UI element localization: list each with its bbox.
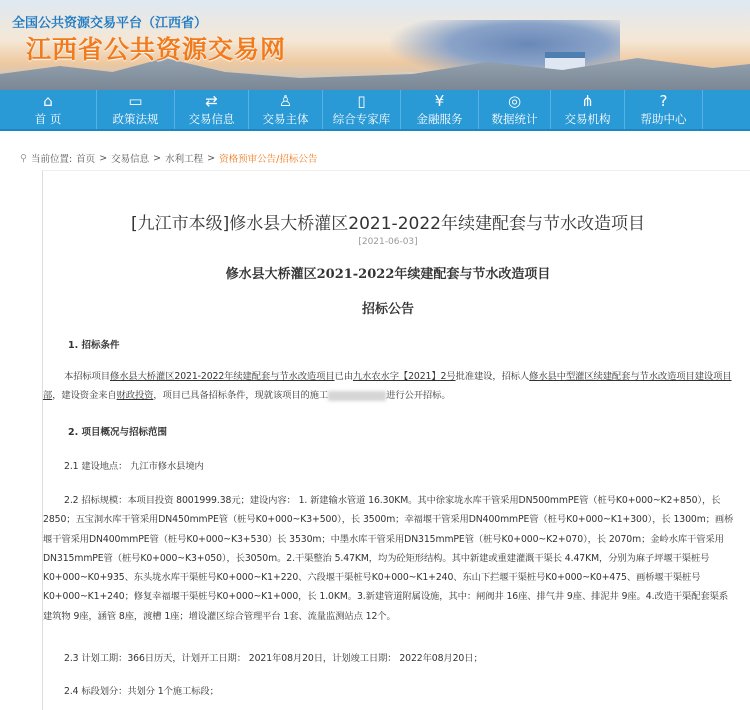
- platform-subtitle: 全国公共资源交易平台（江西省）: [12, 16, 208, 31]
- nav-item-3[interactable]: [249, 90, 323, 129]
- breadcrumb-label: 当前位置:: [30, 154, 73, 165]
- text: 修水县大桥灌区2021-2022年续建配套与节水改造项目: [110, 371, 335, 382]
- text: 进行公开招标。: [386, 390, 451, 402]
- redacted-text: [328, 391, 386, 401]
- home-icon: ⌂: [43, 91, 53, 110]
- text: 九水农水字【2021】2号: [352, 371, 456, 382]
- folder-icon: ▭: [128, 91, 143, 110]
- text: ，建设资金来自: [52, 390, 117, 402]
- nav-label: 交易主体: [262, 111, 309, 126]
- article-date: [2021-06-03]: [358, 237, 418, 247]
- user-icon: ♙: [278, 91, 293, 110]
- main-nav: [0, 90, 750, 131]
- yuan-icon: ¥: [434, 91, 445, 110]
- text: 本招标项目: [64, 371, 110, 382]
- breadcrumb-trade-info[interactable]: 交易信息: [111, 154, 150, 165]
- location-pin-icon: ⚲: [20, 152, 27, 164]
- article-subtitle: 修水县大桥灌区2021-2022年续建配套与节水改造项目: [225, 267, 551, 282]
- exchange-icon: ⇄: [205, 91, 218, 110]
- text: 批准建设，招标人: [455, 371, 530, 382]
- nav-label: 首 页: [34, 111, 62, 126]
- nav-item-8[interactable]: [625, 90, 703, 129]
- section-2-heading: 2. 项目概况与招标范围: [68, 427, 168, 438]
- article-heading: 招标公告: [361, 302, 414, 317]
- article-title: [九江市本级]修水县大桥灌区2021-2022年续建配套与节水改造项目: [131, 214, 645, 234]
- nav-item-2[interactable]: [175, 90, 249, 129]
- text: 财政投资: [116, 390, 154, 402]
- help-icon: ?: [659, 91, 668, 110]
- nav-label: 金融服务: [416, 111, 463, 126]
- breadcrumb-sep: >: [207, 152, 216, 164]
- breadcrumb-current[interactable]: 资格预审公告/招标公告: [219, 154, 318, 165]
- breadcrumb-water[interactable]: 水利工程: [165, 154, 204, 165]
- nav-label: 交易信息: [188, 111, 235, 126]
- paragraph-schedule: 2.3 计划工期：366日历天，计划开工日期： 2021年08月20日，计划竣工日期： 2022年08月20日；: [64, 653, 483, 664]
- text: 已由: [334, 371, 353, 382]
- nav-label: 综合专家库: [332, 111, 391, 126]
- text: 修水县中型灌区续建配套与节水改造项目建设项目部: [43, 371, 732, 402]
- paragraph-scale: 2.2 招标规模：本项目投资 8001999.38元；建设内容： 1. 新建输水管道 16.30KM。其中徐家垅水库干管采用DN500mmPE管（桩号K0+000~K2+850），长 2850；五宝洞水库干管采用DN450mmPE管（桩号K0+000~K3+500），长 3500m；幸福堰干管采用DN400mmPE管（桩号K0+000~K1+300），长 1300m；画桥堰干管采用DN400mmPE管（桩号K0+000~K3+530）长 3530m；中墨水库干管采用DN315mmPE管（桩号K0+000~K2+070），长 2070m；金岭水库干管采用DN315mmPE管（桩号K0+000~K3+050），长3050m。2.干渠整治 5.47KM，均为砼矩形结构。其中新建或重建灌溉干渠长 4.47KM，分别为麻子坪堰干渠桩号K0+000~K0+935、东头垅水库干渠桩号K0+000~K1+220、六段堰干渠桩号K0+000~K1+240、东山下拦堰干渠桩号K0+000~K0+475、画桥堰干渠桩号K0+000~K1+240；修复幸福堰干渠桩号K0+000~K1+000，长 1.0KM。3.新建管道附属设施，其中：闸阀井 16座、排气井 9座、排泥井 9座。4.改造干渠配套渠系建筑物 9座，涵管 8座，渡槽 1座；增设灌区综合管理平台 1套、流量监测站点 12个。: [43, 495, 734, 622]
- paragraph-lots: 2.4 标段划分：共划分 1个施工标段；: [64, 686, 219, 697]
- nav-item-1[interactable]: [97, 90, 175, 129]
- breadcrumb: [20, 151, 317, 165]
- nav-item-4[interactable]: [323, 90, 401, 129]
- nav-label: 数据统计: [491, 111, 538, 126]
- site-banner: [0, 0, 750, 90]
- breadcrumb-home[interactable]: 首页: [76, 154, 96, 165]
- paragraph-bid-conditions: [43, 367, 735, 406]
- nav-item-5[interactable]: [401, 90, 479, 129]
- paragraph-location: 2.1 建设地点： 九江市修水县境内: [64, 461, 204, 472]
- article: [42, 170, 750, 710]
- nav-item-7[interactable]: [551, 90, 625, 129]
- section-1-heading: 1. 招标条件: [68, 340, 120, 351]
- site-logo-title: 江西省公共资源交易网: [26, 35, 287, 64]
- nav-label: 交易机构: [564, 111, 611, 126]
- org-icon: ⋔: [581, 91, 594, 110]
- data-icon: ◎: [507, 91, 522, 110]
- breadcrumb-sep: >: [153, 152, 162, 164]
- nav-item-0[interactable]: [0, 90, 97, 129]
- expert-icon: ▯: [357, 91, 366, 110]
- text: ，项目已具备招标条件，现就该项目的施工: [153, 390, 329, 402]
- nav-label: 政策法规: [112, 111, 159, 126]
- nav-item-6[interactable]: [479, 90, 551, 129]
- nav-label: 帮助中心: [640, 111, 687, 126]
- breadcrumb-sep: >: [99, 152, 108, 164]
